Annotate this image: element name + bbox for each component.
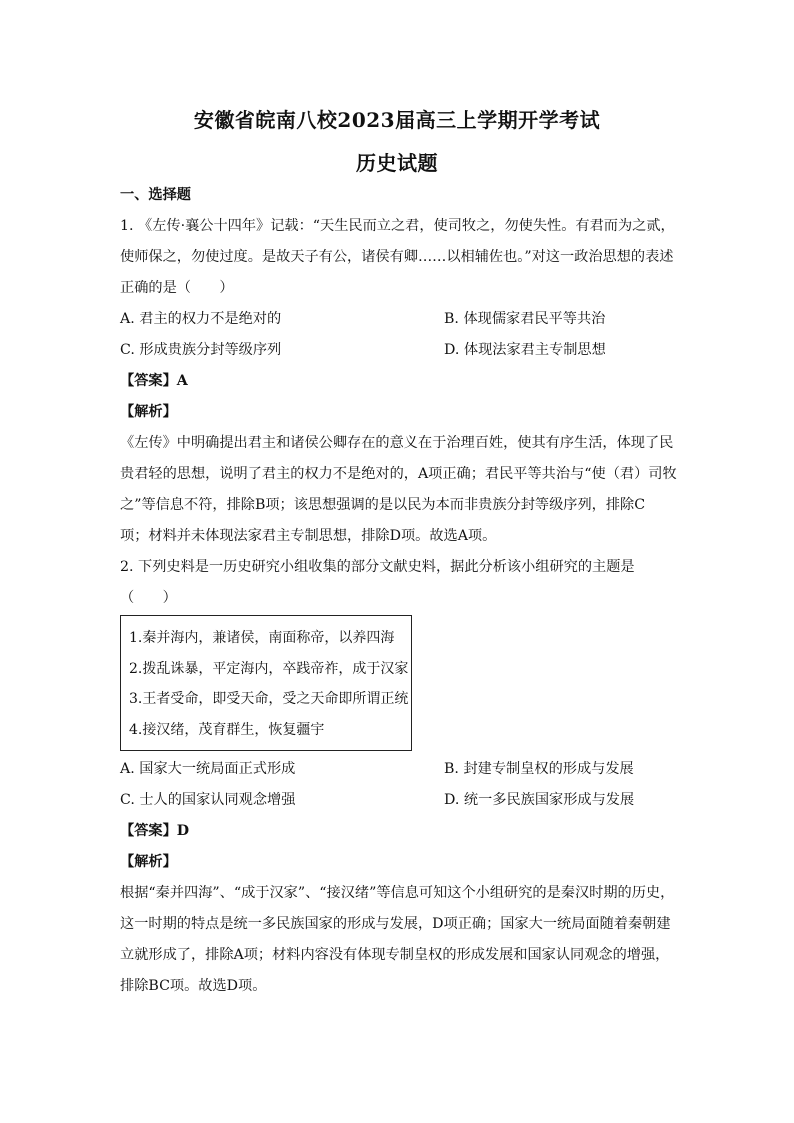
q1-option-a: A. 君主的权力不是绝对的	[120, 311, 282, 327]
question-2-block	[120, 754, 680, 1002]
q2-analysis-line: 根据“秦并四海”、“成于汉家”、“接汉绪”等信息可知这个小组研究的是秦汉时期的历史，	[120, 885, 675, 901]
q1-analysis-line: 《左传》中明确提出君主和诸侯公卿存在的意义在于治理百姓，使其有序生活，体现了民	[120, 435, 674, 451]
q1-answer: 【答案】A	[120, 373, 188, 389]
q1-options-row	[120, 335, 680, 366]
q1-option-b: B. 体现儒家君民平等共治	[444, 311, 606, 327]
q1-stem-line: 1. 《左传·襄公十四年》记载：“天生民而立之君，使司牧之，勿使失性。有君而为之贰，	[120, 218, 675, 234]
q2-option-b: B. 封建专制皇权的形成与发展	[444, 761, 634, 777]
q1-analysis-line: 之”等信息不符，排除B项；该思想强调的是以民为本而非贵族分封等级序列，排除C	[120, 497, 646, 513]
q2-option-d: D. 统一多民族国家形成与发展	[444, 792, 635, 808]
q1-analysis-line: 项；材料并未体现法家君主专制思想，排除D项。故选A项。	[120, 528, 497, 544]
q1-analysis-label: 【解析】	[120, 404, 177, 420]
q1-analysis-line: 贵君轻的思想，说明了君主的权力不是绝对的，A项正确；君民平等共治与“使（君）司牧	[120, 466, 677, 482]
q2-stem-line: 2. 下列史料是一历史研究小组收集的部分文献史料，据此分析该小组研究的主题是	[120, 559, 635, 575]
q1-options-row	[120, 304, 680, 335]
q2-stem-line: （ ）	[120, 590, 177, 606]
q2-option-c: C. 士人的国家认同观念增强	[120, 792, 296, 808]
page-title: 安徽省皖南八校2023届高三上学期开学考试	[193, 108, 601, 132]
q1-stem-line: 使师保之，勿使过度。是故天子有公，诸侯有卿……以相辅佐也。”对这一政治思想的表述	[120, 249, 674, 265]
page-subtitle: 历史试题	[356, 151, 438, 175]
q2-analysis-line: 立就形成了，排除A项；材料内容没有体现专制皇权的形成发展和国家认同观念的增强，	[120, 947, 670, 963]
section-title: 一、选择题	[120, 187, 191, 203]
q2-analysis-line: 这一时期的特点是统一多民族国家的形成与发展，D项正确；国家大一统局面随着秦朝建	[120, 916, 671, 932]
q1-option-d: D. 体现法家君主专制思想	[444, 342, 606, 358]
q2-option-a: A. 国家大一统局面正式形成	[120, 761, 296, 777]
q2-source-item: 4.接汉绪，茂育群生，恢复疆宇	[129, 721, 325, 738]
q2-source-item: 1.秦并海内，兼诸侯，南面称帝，以养四海	[129, 630, 395, 646]
q2-analysis-line: 排除BC项。故选D项。	[120, 978, 267, 994]
question-1-block	[120, 180, 680, 614]
q2-source-item: 2.拨乱诛暴，平定海内，卒践帝祚，成于汉家	[129, 660, 409, 677]
q2-source-item: 3.王者受命，即受天命，受之天命即所谓正统	[129, 691, 409, 707]
q2-options-row	[120, 785, 680, 816]
q2-source-box	[120, 615, 412, 751]
q1-option-c: C. 形成贵族分封等级序列	[120, 342, 282, 358]
q2-answer: 【答案】D	[120, 823, 190, 839]
q2-options-row	[120, 754, 680, 785]
q2-analysis-label: 【解析】	[120, 854, 177, 870]
q1-stem-line: 正确的是（ ）	[120, 280, 234, 296]
